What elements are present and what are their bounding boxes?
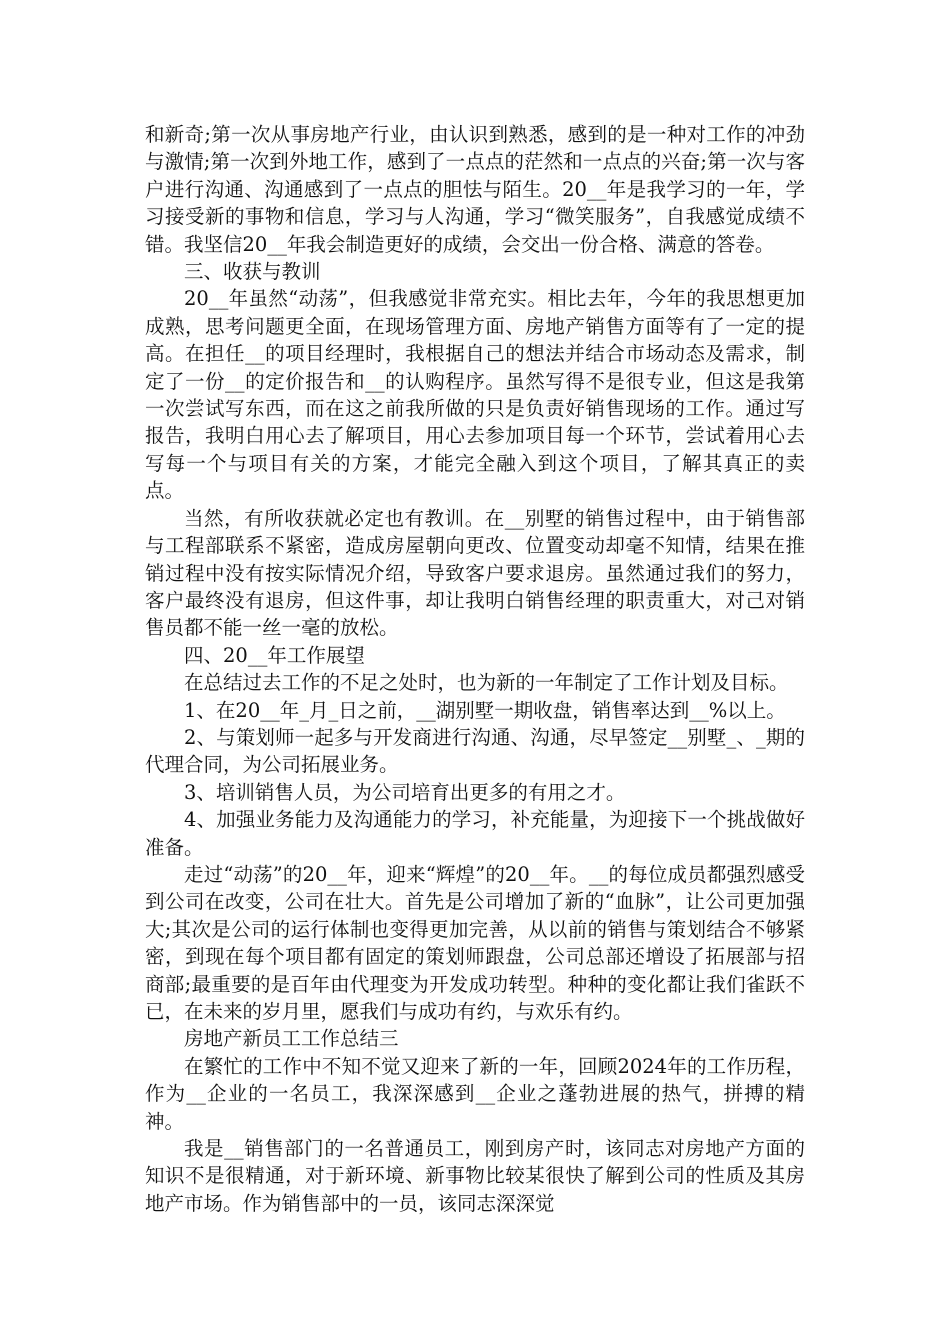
paragraph-summary-three-intro: 在繁忙的工作中不知不觉又迎来了新的一年，回顾2024年的工作历程，作为__企业的一名员工，我深深感到__企业之蓬勃进展的热气，拼搏的精神。: [145, 1054, 805, 1133]
paragraph-outlook-intro: 在总结过去工作的不足之处时，也为新的一年制定了工作计划及目标。: [184, 671, 789, 695]
section-heading-outlook: 四、20__年工作展望: [184, 643, 365, 667]
list-item-goal-3: 3、培训销售人员，为公司培育出更多的有用之才。: [184, 780, 626, 804]
paragraph-gains: 20__年虽然“动荡”，但我感觉非常充实。相比去年，今年的我思想更加成熟，思考问题更全面，在现场管理方面、房地产销售方面等有了一定的提高。在担任__的项目经理时，我根据自己的想法并结合市场动态及需求，制定了一份__的定价报告和__的认购程序。虽然写得不是很专业，但这是我第一次尝试写东西，而在这之前我所做的只是负责好销售现场的工作。通过写报告，我明白用心去了解项目，用心去参加项目每一个环节，尝试着用心去写每一个与项目有关的方案，才能完全融入到这个项目，了解其真正的卖点。: [145, 287, 805, 503]
list-item-goal-4: 4、加强业务能力及沟通能力的学习，补充能量，为迎接下一个挑战做好准备。: [145, 808, 805, 859]
paragraph-intro-continued: 和新奇;第一次从事房地产行业，由认识到熟悉，感到的是一种对工作的冲劲与激情;第一次到外地工作，感到了一点点的茫然和一点点的兴奋;第一次与客户进行沟通、沟通感到了一点点的胆怯与陌生。20__年是我学习的一年，学习接受新的事物和信息，学习与人沟通，学习“微笑服务”，自我感觉成绩不错。我坚信20__年我会制造更好的成绩，会交出一份合格、满意的答卷。: [145, 123, 805, 256]
section-heading-summary-three: 房地产新员工工作总结三: [184, 1027, 399, 1051]
section-heading-gains-lessons: 三、收获与教训: [184, 260, 321, 284]
document-body: [145, 121, 805, 1217]
list-item-goal-2: 2、与策划师一起多与开发商进行沟通、沟通，尽早签定__别墅_、_期的代理合同，为公司拓展业务。: [145, 725, 805, 777]
list-item-goal-1: 1、在20__年_月_日之前，__湖别墅一期收盘，销售率达到__%以上。: [184, 698, 786, 722]
paragraph-closing: 走过“动荡”的20__年，迎来“辉煌”的20__年。__的每位成员都强烈感受到公司在改变，公司在壮大。首先是公司增加了新的“血脉”，让公司更加强大;其次是公司的运行体制也变得更加完善，从以前的销售与策划结合不够紧密，到现在每个项目都有固定的策划师跟盘，公司总部还增设了拓展部与招商部;最重要的是百年由代理变为开发成功转型。种种的变化都让我们雀跃不已，在未来的岁月里，愿我们与成功有约，与欢乐有约。: [145, 862, 805, 1023]
paragraph-lessons: 当然，有所收获就必定也有教训。在__别墅的销售过程中，由于销售部与工程部联系不紧密，造成房屋朝向更改、位置变动却毫不知情，结果在推销过程中没有按实际情况介绍，导致客户要求退房。虽然通过我们的努力，客户最终没有退房，但这件事，却让我明白销售经理的职责重大，对己对销售员都不能一丝一毫的放松。: [145, 506, 805, 640]
paragraph-summary-three-body: 我是__销售部门的一名普通员工，刚到房产时，该同志对房地产方面的知识不是很精通，对于新环境、新事物比较某很快了解到公司的性质及其房地产市场。作为销售部中的一员，该同志深深觉: [145, 1137, 805, 1215]
